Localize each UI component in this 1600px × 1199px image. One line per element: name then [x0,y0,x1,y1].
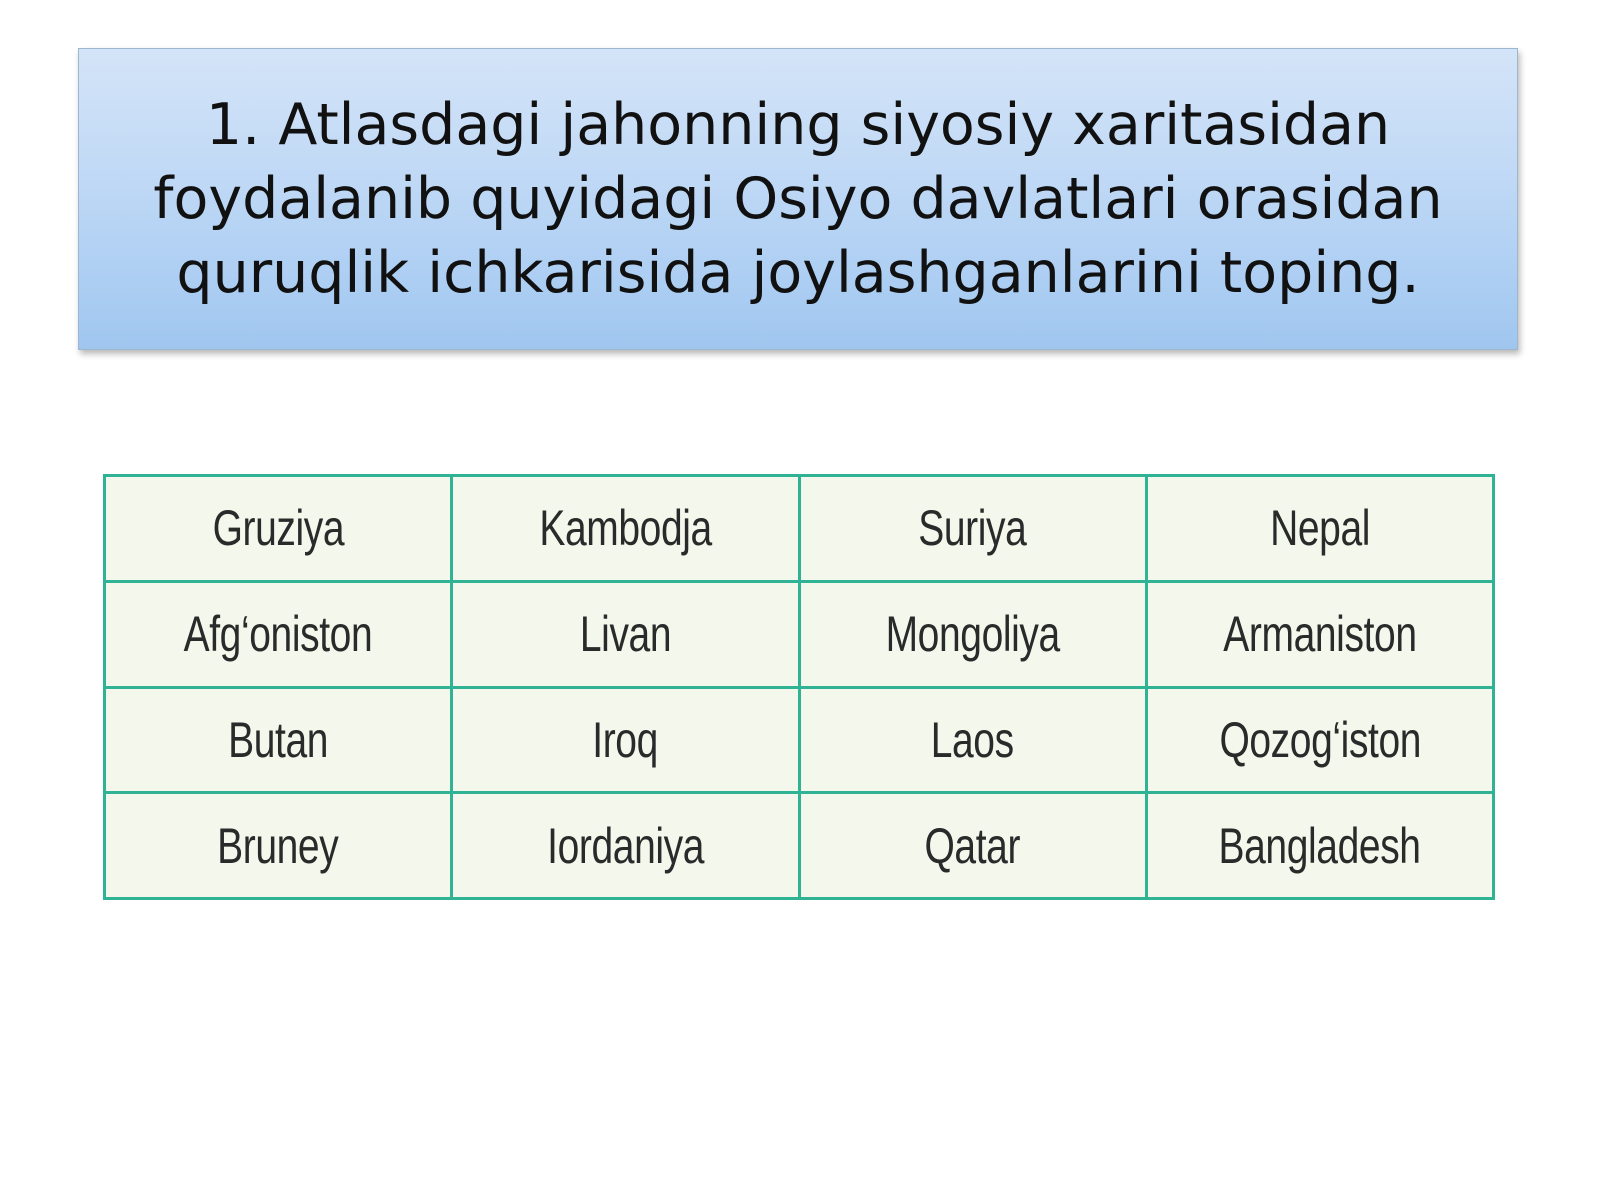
title-box [78,48,1518,350]
country-name: Bangladesh [1218,817,1421,874]
table-cell [799,581,1146,687]
country-name: Qozog‘iston [1219,711,1421,768]
country-name: Armaniston [1223,606,1417,663]
country-name: Butan [228,711,329,768]
country-name: Iordaniya [546,817,704,874]
table-cell [452,476,799,582]
table-cell [799,476,1146,582]
country-name: Suriya [918,500,1027,557]
table-cell [105,687,452,793]
country-name: Afg‘oniston [183,606,373,663]
country-name: Bruney [217,817,339,874]
table-cell [1146,687,1493,793]
country-name: Nepal [1269,500,1370,557]
table-cell [452,581,799,687]
table-cell [452,687,799,793]
country-name: Iroq [592,711,659,768]
table-row [105,476,1494,582]
table-cell [1146,793,1493,899]
countries-table [103,474,1495,900]
table-cell [1146,581,1493,687]
table-cell [1146,476,1493,582]
country-name: Laos [931,711,1015,768]
table-cell [452,793,799,899]
country-name: Livan [579,606,672,663]
table-row [105,581,1494,687]
table-cell [799,793,1146,899]
task-title-line-2: foydalanib quyidagi Osiyo davlatlari orasidan [153,166,1443,232]
table-row [105,793,1494,899]
task-title-line-1: 1. Atlasdagi jahonning siyosiy xaritasidan [205,92,1391,158]
country-name: Mongoliya [885,606,1060,663]
task-title [153,88,1442,310]
table-cell [105,793,452,899]
country-name: Gruziya [212,500,344,557]
table-cell [799,687,1146,793]
table-cell [105,581,452,687]
country-name: Qatar [924,817,1021,874]
table-cell [105,476,452,582]
country-name: Kambodja [539,500,712,557]
task-title-line-3: quruqlik ichkarisida joylashganlarini toping. [176,240,1420,306]
table-row [105,687,1494,793]
